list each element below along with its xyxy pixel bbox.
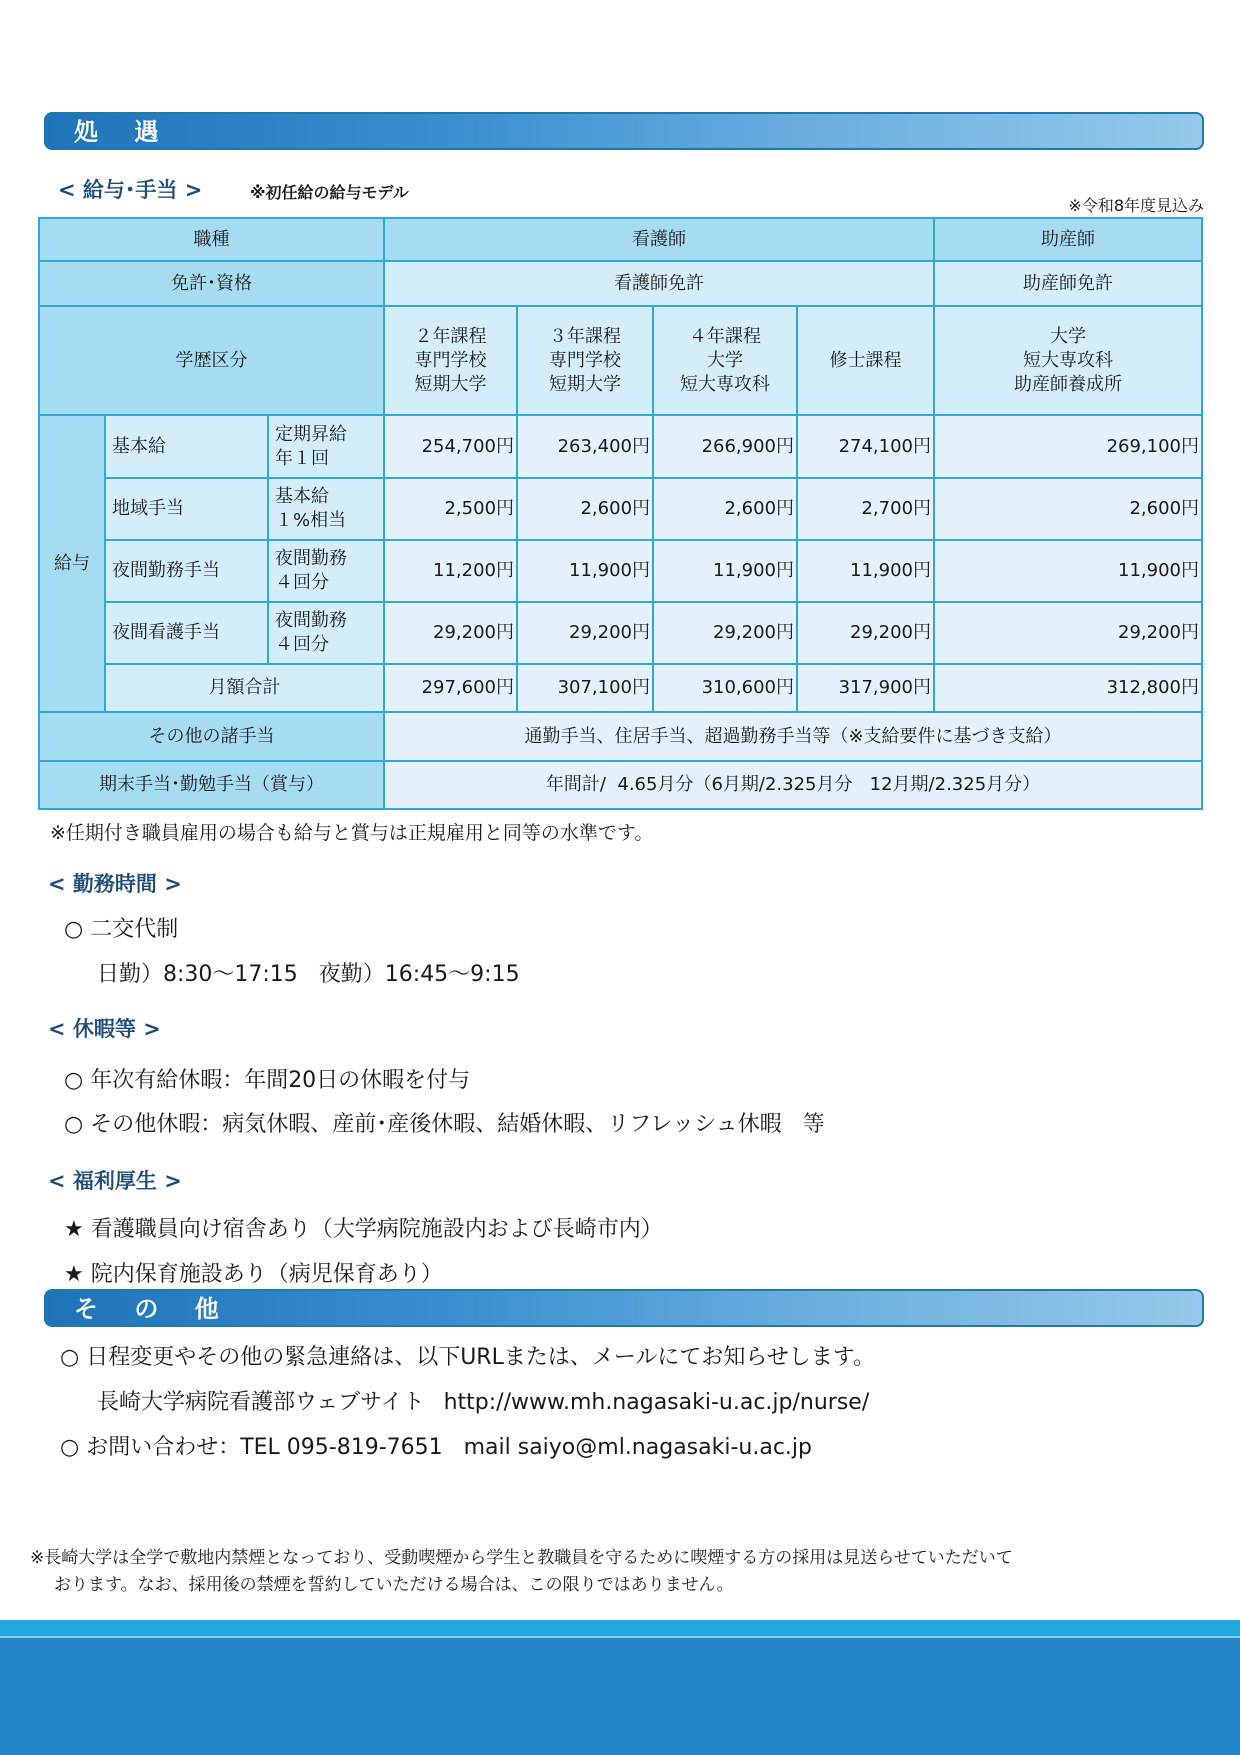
education-line: ２年課程	[414, 325, 487, 347]
website-label: 長崎大学病院看護部ウェブサイト	[97, 1390, 425, 1415]
website-line	[97, 1385, 869, 1416]
total-cell: 317,900円	[797, 664, 934, 712]
value-cell: 11,900円	[653, 540, 797, 602]
table-row-regional-allowance	[39, 478, 1202, 540]
salary-table	[38, 217, 1203, 810]
value-cell: 29,200円	[653, 602, 797, 664]
value-cell: 11,900円	[797, 540, 934, 602]
education-cell	[653, 306, 797, 415]
bonus-value: 年間計/ 4.65月分（6月期/2.325月分 12月期/2.325月分）	[384, 761, 1202, 809]
value-cell: 2,600円	[517, 478, 653, 540]
value-cell: 2,700円	[797, 478, 934, 540]
education-line: 短大専攻科	[1023, 349, 1114, 371]
value-cell: 266,900円	[653, 415, 797, 478]
leave-item: ○ その他休暇：病気休暇、産前･産後休暇、結婚休暇、リフレッシュ休暇 等	[64, 1112, 825, 1137]
education-line: 専門学校	[549, 349, 622, 371]
total-cell: 312,800円	[934, 664, 1202, 712]
education-line: 専門学校	[414, 349, 487, 371]
job-nurse: 看護師	[384, 218, 934, 261]
row-note-line: 夜間勤務	[275, 610, 347, 631]
value-cell: 254,700円	[384, 415, 517, 478]
notice-item: ○ 日程変更やその他の緊急連絡は、以下URLまたは、メールにてお知らせします。	[60, 1345, 875, 1370]
value-cell: 29,200円	[517, 602, 653, 664]
footer-band	[0, 1638, 1240, 1755]
welfare-item: ★ 院内保育施設あり（病児保育あり）	[64, 1262, 443, 1287]
row-note	[268, 602, 384, 664]
education-cell	[797, 306, 934, 415]
value-cell: 263,400円	[517, 415, 653, 478]
midwife-license: 助産師免許	[934, 261, 1202, 306]
education-line: ４年課程	[689, 325, 762, 347]
table-row-base-salary	[39, 415, 1202, 478]
education-line: 大学	[707, 349, 744, 371]
education-line: 短大専攻科	[680, 373, 771, 395]
table-row-other-allowances	[39, 712, 1202, 761]
leave-heading: < 休暇等 >	[48, 1017, 161, 1041]
table-note: ※任期付き職員雇用の場合も給与と賞与は正規雇用と同等の水準です。	[50, 822, 654, 844]
job-type-label: 職種	[39, 218, 384, 261]
value-cell: 29,200円	[797, 602, 934, 664]
welfare-heading: < 福利厚生 >	[48, 1169, 182, 1193]
table-row-job-type	[39, 218, 1202, 261]
other-allowances-label: その他の諸手当	[39, 712, 384, 761]
education-line: 短期大学	[549, 373, 622, 395]
value-cell: 11,900円	[934, 540, 1202, 602]
job-midwife: 助産師	[934, 218, 1202, 261]
nurse-license: 看護師免許	[384, 261, 934, 306]
total-cell: 310,600円	[653, 664, 797, 712]
work-hours-heading: < 勤務時間 >	[48, 872, 182, 896]
table-row-monthly-total	[39, 664, 1202, 712]
education-cell	[517, 306, 653, 415]
salary-group-label: 給与	[39, 415, 105, 712]
footer-stripe	[0, 1620, 1240, 1636]
row-name: 夜間勤務手当	[105, 540, 268, 602]
row-note-line: １%相当	[275, 510, 347, 531]
bonus-label: 期末手当･勤勉手当（賞与）	[39, 761, 384, 809]
row-note-line: 基本給	[275, 486, 329, 507]
value-cell: 269,100円	[934, 415, 1202, 478]
value-cell: 29,200円	[384, 602, 517, 664]
smoking-footnote-line1: ※長崎大学は全学で敷地内禁煙となっており、受動喫煙から学生と教職員を守るために喫煙する方の採用は見送らせていただいて	[30, 1548, 1013, 1568]
education-line: 修士課程	[829, 349, 902, 371]
row-note-line: ４回分	[275, 572, 329, 593]
value-cell: 2,600円	[653, 478, 797, 540]
leave-item: ○ 年次有給休暇：年間20日の休暇を付与	[64, 1068, 471, 1093]
total-cell: 297,600円	[384, 664, 517, 712]
table-row-night-nursing-allowance	[39, 602, 1202, 664]
row-note	[268, 540, 384, 602]
education-cell	[934, 306, 1202, 415]
section-title: 処 遇	[74, 118, 173, 146]
table-row-bonus	[39, 761, 1202, 809]
value-cell: 29,200円	[934, 602, 1202, 664]
total-cell: 307,100円	[517, 664, 653, 712]
table-row-license	[39, 261, 1202, 306]
other-allowances-value: 通勤手当、住居手当、超過勤務手当等（※支給要件に基づき支給）	[384, 712, 1202, 761]
total-label: 月額合計	[105, 664, 384, 712]
welfare-item: ★ 看護職員向け宿舎あり（大学病院施設内および長崎市内）	[64, 1217, 663, 1242]
website-link[interactable]: http://www.mh.nagasaki-u.ac.jp/nurse/	[443, 1390, 870, 1415]
education-line: 大学	[1050, 325, 1087, 347]
value-cell: 11,200円	[384, 540, 517, 602]
row-name: 夜間看護手当	[105, 602, 268, 664]
row-note-line: 年１回	[275, 447, 329, 469]
row-note-line: 定期昇給	[275, 423, 347, 445]
table-row-night-duty-allowance	[39, 540, 1202, 602]
table-row-education	[39, 306, 1202, 415]
row-note	[268, 478, 384, 540]
education-line: 短期大学	[414, 373, 487, 395]
section-header-other	[44, 1289, 1204, 1327]
education-line: ３年課程	[549, 325, 622, 347]
salary-heading: < 給与･手当 >	[58, 178, 203, 202]
section-title: そ の 他	[74, 1295, 233, 1323]
section-header-treatment	[44, 112, 1204, 150]
work-hours-item: ○ 二交代制	[64, 917, 179, 942]
value-cell: 11,900円	[517, 540, 653, 602]
row-name: 基本給	[105, 415, 268, 478]
education-line: 助産師養成所	[1014, 373, 1123, 395]
row-note-line: ４回分	[275, 634, 329, 655]
work-hours-detail: 日勤）8:30～17:15 夜勤）16:45～9:15	[97, 962, 520, 987]
row-note-line: 夜間勤務	[275, 548, 347, 569]
row-name: 地域手当	[105, 478, 268, 540]
smoking-footnote-line2: おります。なお、採用後の禁煙を誓約していただける場合は、この限りではありません。	[54, 1575, 734, 1595]
education-label: 学歴区分	[39, 306, 384, 415]
row-note	[268, 415, 384, 478]
education-cell	[384, 306, 517, 415]
estimate-note: ※令和8年度見込み	[1068, 196, 1204, 215]
value-cell: 2,500円	[384, 478, 517, 540]
salary-model-note: ※初任給の給与モデル	[250, 183, 409, 202]
value-cell: 2,600円	[934, 478, 1202, 540]
license-label: 免許･資格	[39, 261, 384, 306]
contact-line: ○ お問い合わせ：TEL 095-819-7651 mail saiyo@ml.nagasaki-u.ac.jp	[60, 1435, 812, 1460]
value-cell: 274,100円	[797, 415, 934, 478]
